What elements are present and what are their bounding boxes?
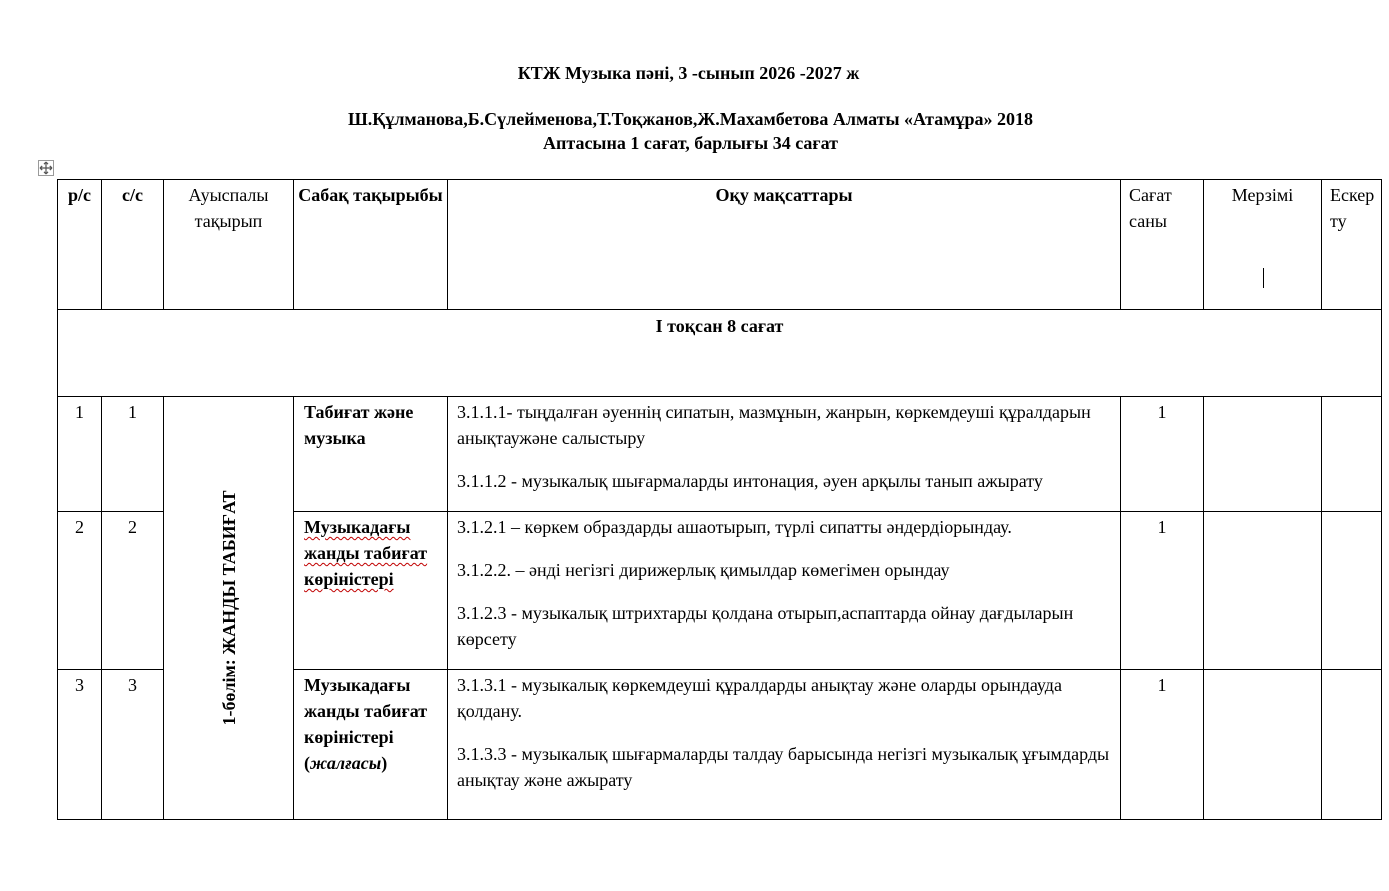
row-objectives [448, 670, 1121, 820]
row-note[interactable] [1322, 670, 1382, 820]
row-date[interactable] [1204, 512, 1322, 670]
header-theme: Ауыспалы тақырып [164, 180, 294, 310]
row-cc: 1 [102, 397, 164, 512]
document-title: КТЖ Музыка пәні, 3 -сынып 2026 -2027 ж [517, 63, 860, 83]
text-cursor [1263, 268, 1264, 288]
objective-item: 3.1.2.1 – көркем образдарды ашаотырып, түрлі сипатты әндердіорындау. [457, 517, 1012, 537]
objective-item: 3.1.1.1- тыңдалған әуеннің сипатын, мазмұнын, жанрын, көркемдеуші құралдарын анықтаужәне салыстыру [457, 402, 1091, 448]
row-hours: 1 [1121, 512, 1204, 670]
document-authors: Ш.Құлманова,Б.Сүлейменова,Т.Тоқжанов,Ж.Махамбетова Алматы «Атамұра» 2018 [348, 109, 1033, 129]
row-pc: 2 [58, 512, 102, 670]
objective-item: 3.1.2.3 - музыкалық штрихтарды қолдана отырып,аспаптарда ойнау дағдыларын көрсету [457, 603, 1074, 649]
row-objectives [448, 397, 1121, 512]
header-note: Ескерту [1322, 180, 1382, 310]
header-date-label: Мерзімі [1231, 185, 1294, 205]
curriculum-table [57, 179, 1382, 820]
objective-item: 3.1.1.2 - музыкалық шығармаларды интонация, әуен арқылы танып ажырату [457, 471, 1043, 491]
objective-item: 3.1.3.3 - музыкалық шығармаларды талдау барысында негізгі музыкалық ұғымдарды анықтау және ажырату [457, 744, 1110, 790]
quarter-label: I тоқсан 8 сағат [58, 310, 1382, 397]
row-hours: 1 [1121, 670, 1204, 820]
row-note[interactable] [1322, 397, 1382, 512]
header-cc: с/с [102, 180, 164, 310]
row-topic: Табиғат және музыка [294, 397, 448, 512]
row-hours: 1 [1121, 397, 1204, 512]
header-date [1204, 180, 1322, 310]
row-topic-text: Музыкадағы жанды табиғат көріністері [304, 675, 428, 747]
table-header-row [58, 180, 1382, 310]
table-move-handle-icon[interactable] [38, 160, 54, 176]
header-objectives: Оқу мақсаттары [448, 180, 1121, 310]
table-row [58, 397, 1382, 512]
quarter-row [58, 310, 1382, 397]
row-topic-text: Музыкадағы жанды табиғат көріністері [304, 517, 428, 589]
section-label: 1-бөлім: ЖАНДЫ ТАБИҒАТ [218, 490, 239, 726]
row-pc: 1 [58, 397, 102, 512]
row-date[interactable] [1204, 670, 1322, 820]
header-hours: Сағат саны [1121, 180, 1204, 310]
row-pc: 3 [58, 670, 102, 820]
document-hours: Аптасына 1 сағат, барлығы 34 сағат [543, 133, 838, 153]
row-objectives [448, 512, 1121, 670]
objective-item: 3.1.2.2. – әнді негізгі дирижерлық қимылдар көмегімен орындау [457, 560, 950, 580]
row-topic: Музыкадағы жанды табиғат көріністері (жалғасы) [294, 670, 448, 820]
row-cc: 3 [102, 670, 164, 820]
row-date[interactable] [1204, 397, 1322, 512]
row-cc: 2 [102, 512, 164, 670]
header-pc: р/с [58, 180, 102, 310]
section-cell [164, 397, 294, 820]
row-topic-suffix: жалғасы [310, 753, 382, 773]
header-topic: Сабақ тақырыбы [294, 180, 448, 310]
objective-item: 3.1.3.1 - музыкалық көркемдеуші құралдарды анықтау және оларды орындауда қолдану. [457, 675, 1062, 721]
row-topic [294, 512, 448, 670]
row-note[interactable] [1322, 512, 1382, 670]
